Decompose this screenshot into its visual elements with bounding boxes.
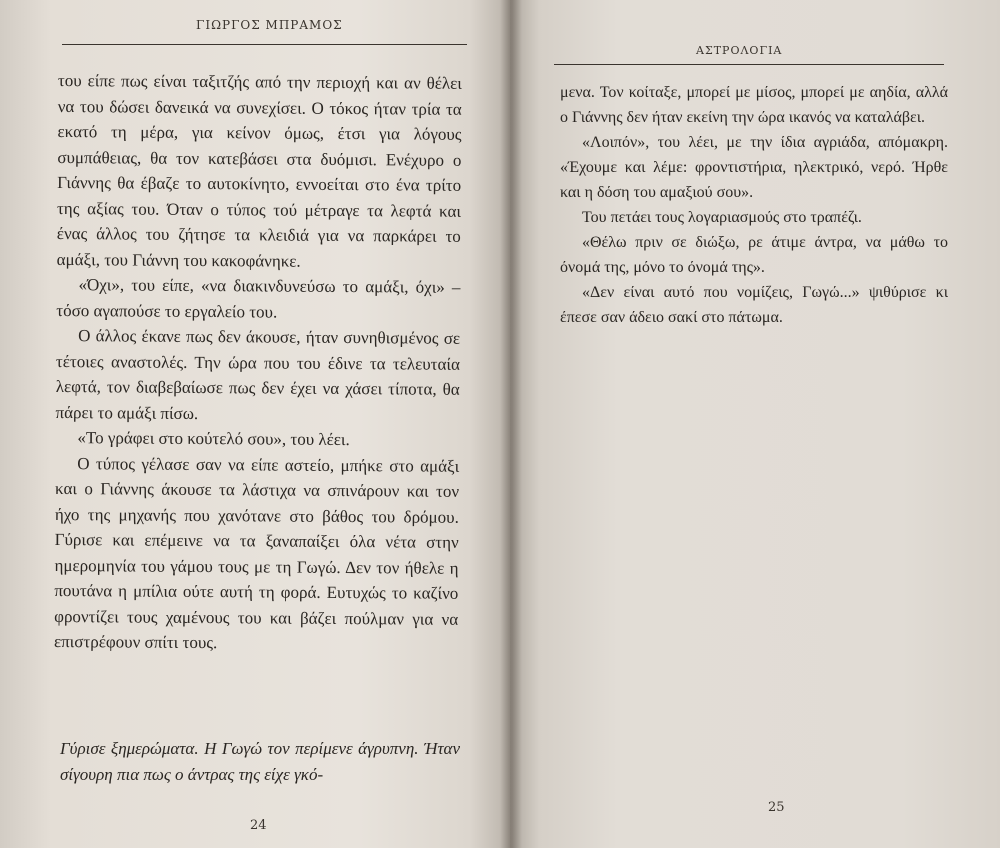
page-number: 24 [250, 818, 267, 833]
right-text-block [560, 80, 948, 330]
section-paragraph: Γύρισε ξημερώματα. Η Γωγώ τον περίμενε άγρυπνη. Ήταν σίγουρη πια πως ο άντρας της είχε γκό- [60, 739, 460, 784]
paragraph: του είπε πως είναι ταξιτζής από την περιοχή και αν θέλει να του δώσει δανεικά να συνεχίσει. Ο τόκος ήταν τρία τα εκατό τη μέρα, για κείνον όμως, έτσι για λόγους συμπάθειας, θα τον κατεβάσει στα δυόμισι. Ενέχυρο ο Γιάννης θα έβαζε το αυτοκίνητο, εννοείται στο ένα τρίτο της αξίας του. Όταν ο τύπος τού μέτραγε τα λεφτά και ένας άλλος του ζήτησε τα κλειδιά για να παρκάρει το αμάξι, του Γιάννη του κακοφάνηκε. [56, 70, 462, 271]
paragraph: «Δεν είναι αυτό που νομίζεις, Γωγώ...» ψιθύρισε κι έπεσε σαν άδειο σακί στο πάτωμα. [560, 284, 948, 326]
paragraph: Του πετάει τους λογαριασμούς στο τραπέζι. [582, 209, 862, 226]
right-page [510, 0, 1000, 848]
page-number: 25 [768, 800, 785, 815]
paragraph: «Όχι», του είπε, «να διακινδυνεύσω το αμάξι, όχι» – τόσο αγαπούσε το εργαλείο του. [56, 275, 461, 322]
paragraph: «Το γράφει στο κούτελό σου», του λέει. [77, 428, 350, 450]
header-rule [62, 44, 467, 45]
book-gutter [500, 0, 522, 848]
running-head-title: ΑΣΤΡΟΛΟΓΙΑ [696, 44, 783, 57]
paragraph: Ο τύπος γέλασε σαν να είπε αστείο, μπήκε στο αμάξι και ο Γιάννης άκουσε τα λάστιχα να σπινάρουν και τον ήχο της μηχανής που χανότανε στο βάθος του δρόμου. Γύρισε και επέμεινε να τα ξαναπαίξει όλα νέτα στην ημερομηνία του γάμου τους με τη Γωγώ. Δεν τον ήθελε η πουτάνα η μπίλια ούτε αυτή τη φορά. Ευτυχώς το καζίνο φροντίζει τους χαμένους του και βάζει πούλμαν για να επιστρέφουν σπίτι τους. [53, 453, 460, 653]
paragraph: μενα. Τον κοίταξε, μπορεί με μίσος, μπορεί με αηδία, αλλά ο Γιάννης δεν ήταν εκείνη την ώρα ικανός να καταλάβει. [560, 84, 948, 126]
header-rule [554, 64, 944, 65]
running-head-author: ΓΙΩΡΓΟΣ ΜΠΡΑΜΟΣ [196, 18, 343, 32]
paragraph: «Λοιπόν», του λέει, με την ίδια αγριάδα, απόμακρη. «Έχουμε και λέμε: φροντιστήρια, ηλεκτρικό, νερό. Ήρθε και η δόση του αμαξιού σου». [560, 134, 948, 201]
paragraph: «Θέλω πριν σε διώξω, ρε άτιμε άντρα, να μάθω το όνομά της, μόνο το όνομά της». [560, 234, 948, 276]
left-text-block [54, 68, 462, 657]
paragraph: Ο άλλος έκανε πως δεν άκουσε, ήταν συνηθισμένος σε τέτοιες αναστολές. Την ώρα που του έδινε τα τελευταία λεφτά, τον διαβεβαίωσε πως δεν έχει να χάσει τίποτα, θα πάρει το αμάξι πίσω. [55, 326, 461, 423]
